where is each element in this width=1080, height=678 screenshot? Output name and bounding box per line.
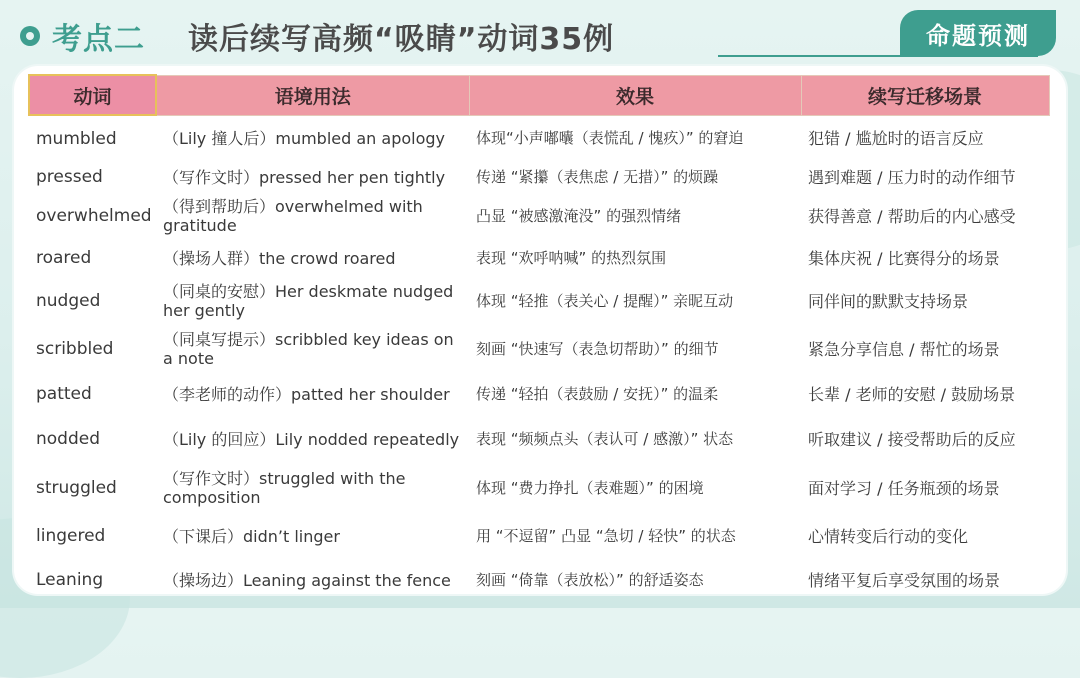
effect-cell: 用 “不逗留” 凸显 “急切 / 轻快” 的状态 — [476, 527, 736, 545]
column-header: 动词 — [29, 75, 156, 115]
table-row — [29, 115, 1049, 161]
usage-cell: （下课后）didn’t linger — [163, 526, 340, 546]
verb-cell: patted — [36, 384, 92, 404]
usage-cell: （写作文时）pressed her pen tightly — [163, 167, 446, 187]
effect-cell: 刻画 “快速写（表急切帮助）” 的细节 — [476, 340, 719, 358]
effect-cell: 凸显 “被感激淹没” 的强烈情绪 — [476, 207, 682, 225]
topic-badge: 命题预测 — [900, 10, 1056, 56]
scene-cell: 获得善意 / 帮助后的内心感受 — [808, 206, 1016, 226]
usage-cell: （操场边）Leaning against the fence — [163, 570, 451, 590]
scene-cell: 同伴间的默默支持场景 — [808, 291, 969, 311]
effect-cell: 传递 “轻拍（表鼓励 / 安抚）” 的温柔 — [476, 385, 719, 403]
verb-cell: scribbled — [36, 339, 114, 359]
effect-cell: 表现 “欢呼呐喊” 的热烈氛围 — [476, 249, 667, 267]
verb-cell: pressed — [36, 167, 103, 187]
slide-header — [0, 0, 1080, 70]
effect-cell: 表现 “频频点头（表认可 / 感激）” 状态 — [476, 430, 734, 448]
column-header: 语境用法 — [156, 75, 469, 115]
verb-cell: struggled — [36, 478, 117, 498]
verb-cell: nudged — [36, 291, 101, 311]
table-row — [29, 463, 1049, 513]
usage-cell: （Lily 的回应）Lily nodded repeatedly — [163, 429, 460, 449]
verb-cell: lingered — [36, 526, 106, 546]
effect-cell: 体现 “费力挣扎（表难题）” 的困境 — [476, 479, 704, 497]
effect-cell: 体现 “轻推（表关心 / 提醒）” 亲昵互动 — [476, 292, 734, 310]
scene-cell: 紧急分享信息 / 帮忙的场景 — [808, 339, 1000, 359]
bullet-circle-icon — [20, 26, 40, 46]
scene-cell: 遇到难题 / 压力时的动作细节 — [808, 167, 1016, 187]
table-row — [29, 325, 1049, 373]
usage-cell: （Lily 撞人后）mumbled an apology — [163, 128, 446, 148]
scene-cell: 长辈 / 老师的安慰 / 鼓励场景 — [808, 384, 1016, 404]
table-row — [29, 559, 1049, 601]
scene-cell: 集体庆祝 / 比赛得分的场景 — [808, 248, 1000, 268]
section-label: 考点二 — [52, 22, 145, 57]
verb-cell: Leaning — [36, 570, 104, 590]
table-row — [29, 415, 1049, 463]
usage-cell: （操场人群）the crowd roared — [163, 248, 396, 268]
scene-cell: 犯错 / 尴尬时的语言反应 — [808, 128, 984, 148]
verb-cell: overwhelmed — [36, 206, 152, 226]
usage-cell: （得到帮助后）overwhelmed with gratitude — [163, 197, 423, 235]
verb-cell: mumbled — [36, 128, 117, 149]
scene-cell: 心情转变后行动的变化 — [808, 526, 969, 546]
effect-cell: 传递 “紧攥（表焦虑 / 无措）” 的烦躁 — [476, 168, 719, 186]
table-row — [29, 277, 1049, 325]
table-row — [29, 373, 1049, 415]
table-row — [29, 239, 1049, 277]
table-header-row — [29, 75, 1049, 115]
scene-cell: 听取建议 / 接受帮助后的反应 — [808, 429, 1016, 449]
column-header: 效果 — [469, 75, 801, 115]
usage-cell: （李老师的动作）patted her shoulder — [163, 384, 450, 404]
usage-cell: （同桌写提示）scribbled key ideas on a note — [163, 330, 454, 368]
usage-cell: （同桌的安慰）Her deskmate nudged her gently — [163, 282, 454, 320]
verb-cell: nodded — [36, 429, 101, 449]
scene-cell: 面对学习 / 任务瓶颈的场景 — [808, 478, 1000, 498]
effect-cell: 刻画 “倚靠（表放松）” 的舒适姿态 — [476, 571, 704, 589]
verb-cell: roared — [36, 248, 92, 268]
page-title: 读后续写高频“吸睛”动词35例 — [188, 22, 615, 57]
table-row — [29, 193, 1049, 239]
table-row — [29, 513, 1049, 559]
scene-cell: 情绪平复后享受氛围的场景 — [808, 570, 1001, 590]
content-card — [14, 66, 1066, 594]
table-row — [29, 161, 1049, 193]
usage-cell: （写作文时）struggled with the composition — [163, 469, 406, 507]
column-header: 续写迁移场景 — [801, 75, 1049, 115]
effect-cell: 体现“小声嘟囔（表慌乱 / 愧疚）” 的窘迫 — [476, 129, 744, 148]
verb-table — [28, 74, 1050, 601]
